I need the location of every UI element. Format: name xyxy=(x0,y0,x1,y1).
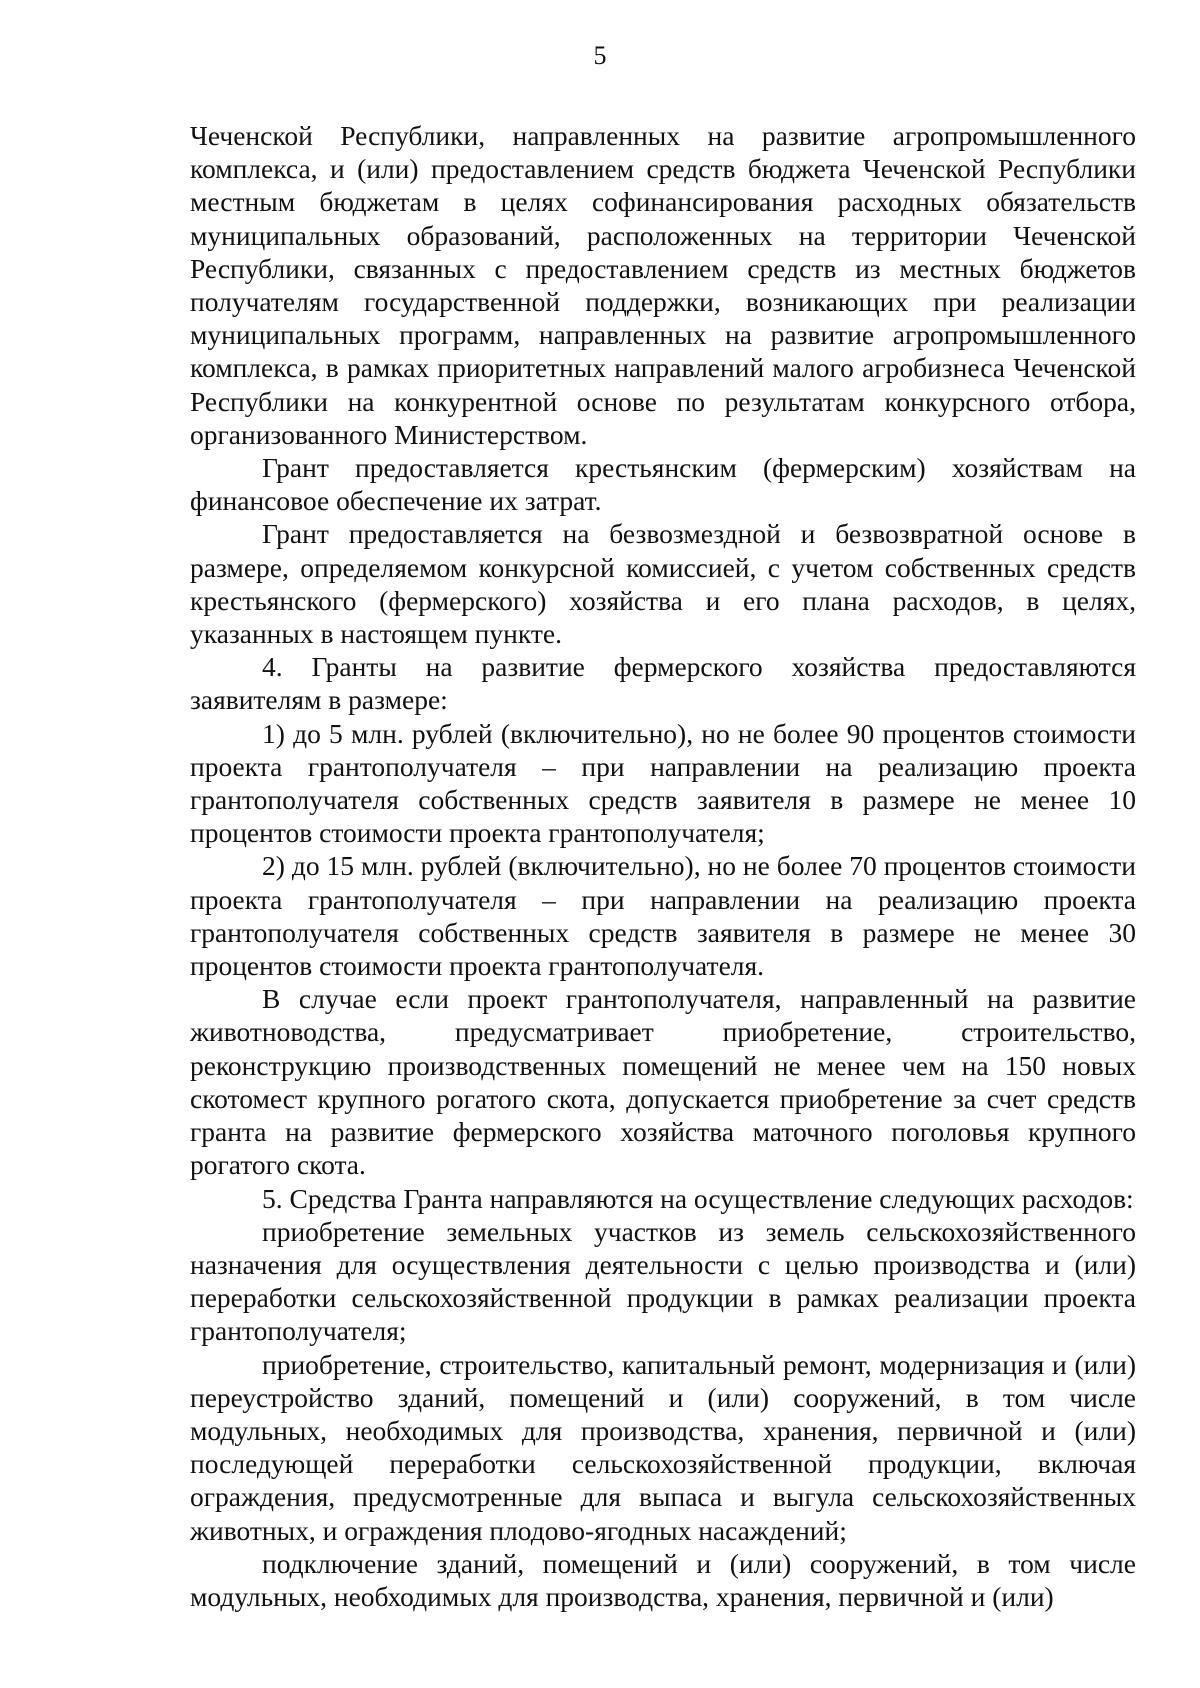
page-number: 5 xyxy=(593,41,607,70)
paragraph-subitem-1: 1) до 5 млн. рублей (включительно), но не более 90 процентов стоимости проекта грантополучателя – при направлении на реализацию проекта грантополучателя собственных средств заявителя в размере не менее 10 процентов стоимости проекта грантополучателя; xyxy=(190,717,1136,849)
paragraph-continuation: Чеченской Республики, направленных на развитие агропромышленного комплекса, и (или) предоставлением средств бюджета Чеченской Республики местным бюджетам в целях софинансирования расходных обязательств муниципальных образований, расположенных на территории Чеченской Республики, связанных с предоставлением средств из местных бюджетов получателям государственной поддержки, возникающих при реализации муниципальных программ, направленных на развитие агропромышленного комплекса, в рамках приоритетных направлений малого агробизнеса Чеченской Республики на конкурентной основе по результатам конкурсного отбора, организованного Министерством. xyxy=(190,120,1136,450)
paragraph-grant-recipients: Грант предоставляется крестьянским (фермерским) хозяйствам на финансовое обеспечение их затрат. xyxy=(190,452,1136,517)
paragraph-item-5: 5. Средства Гранта направляются на осуществление следующих расходов: xyxy=(262,1182,1134,1214)
paragraph-livestock-case: В случае если проект грантополучателя, направленный на развитие животноводства, предусматривает приобретение, строительство, реконструкцию производственных помещений не менее чем на 150 новых скотомест крупного рогатого скота, допускается приобретение за счет средств гранта на развитие фермерского хозяйства маточного поголовья крупного рогатого скота. xyxy=(190,983,1136,1181)
paragraph-subitem-2: 2) до 15 млн. рублей (включительно), но не более 70 процентов стоимости проекта грантополучателя – при направлении на реализацию проекта грантополучателя собственных средств заявителя в размере не менее 30 процентов стоимости проекта грантополучателя. xyxy=(190,850,1136,982)
paragraph-grant-basis: Грант предоставляется на безвозмездной и безвозвратной основе в размере, определяемом конкурсной комиссией, с учетом собственных средств крестьянского (фермерского) хозяйства и его плана расходов, в целях, указанных в настоящем пункте. xyxy=(190,518,1136,650)
paragraph-expense-buildings: приобретение, строительство, капитальный ремонт, модернизация и (или) переустройство зданий, помещений и (или) сооружений, в том числе модульных, необходимых для производства, хранения, первичной и (или) последующей переработки сельскохозяйственной продукции, включая ограждения, предусмотренные для выпаса и выгула сельскохозяйственных животных, и ограждения плодово-ягодных насаждений; xyxy=(190,1348,1136,1546)
paragraph-expense-connection: подключение зданий, помещений и (или) сооружений, в том числе модульных, необходимых для производства, хранения, первичной и (или) xyxy=(190,1547,1136,1612)
document-body xyxy=(190,119,1136,1613)
paragraph-item-4: 4. Гранты на развитие фермерского хозяйства предоставляются заявителям в размере: xyxy=(190,651,1136,716)
paragraph-expense-land: приобретение земельных участков из земель сельскохозяйственного назначения для осуществления деятельности с целью производства и (или) переработки сельскохозяйственной продукции в рамках реализации проекта грантополучателя; xyxy=(190,1215,1136,1347)
